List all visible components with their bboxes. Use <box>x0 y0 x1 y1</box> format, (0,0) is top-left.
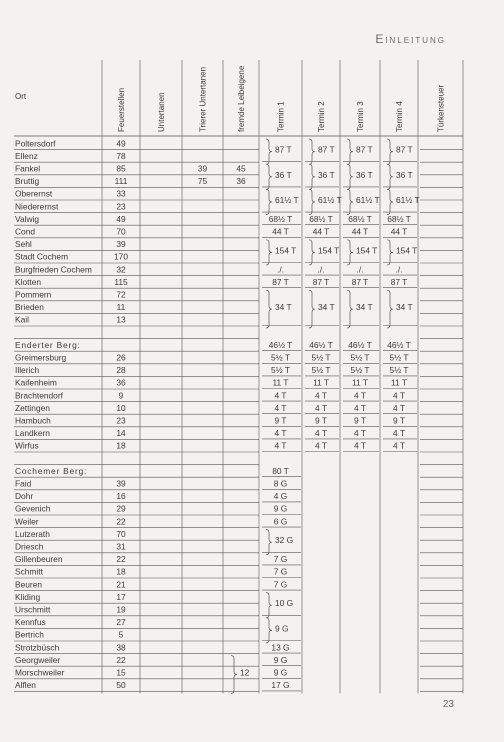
place-name: Kennfus <box>15 617 46 628</box>
header-ort: Ort <box>15 92 27 101</box>
place-name: Pommern <box>15 289 52 300</box>
termin-value: 4 T <box>354 390 366 401</box>
termin-value: 9 G <box>273 503 288 514</box>
feuerstellen-value: 23 <box>116 201 126 212</box>
brace-mark <box>387 189 393 214</box>
feuerstellen-value: 18 <box>116 440 126 451</box>
brace-mark <box>266 189 272 214</box>
place-name: Gillenbeuren <box>15 554 63 565</box>
termin-value: 5½ T <box>311 365 331 376</box>
section-heading: Cochemer Berg: <box>15 465 88 476</box>
termin-value: 87 T <box>318 144 335 155</box>
termin-value: 46½ T <box>309 339 333 350</box>
header-fremde-leibeigene: fremde Leibeigene <box>237 65 246 132</box>
place-name: Brieden <box>15 302 44 313</box>
place-name: Georgweiler <box>15 654 61 665</box>
place-name: Oberernst <box>15 188 53 199</box>
header-termin-4: Termin 4 <box>395 101 404 132</box>
header-untertanen: Untertanen <box>157 92 166 132</box>
brace-mark <box>387 240 393 265</box>
termin-value: 4 T <box>315 402 327 413</box>
feuerstellen-value: 5 <box>118 629 124 640</box>
feuerstellen-value: 72 <box>116 289 126 300</box>
termin-value: ./. <box>277 264 284 275</box>
feuerstellen-value: 38 <box>116 642 126 653</box>
termin-value: 87 T <box>390 276 408 287</box>
brace-mark <box>347 290 353 328</box>
header-termin-3: Termin 3 <box>356 101 365 132</box>
place-name: Alflen <box>15 680 36 691</box>
trierer-untertanen-value: 39 <box>197 163 208 174</box>
place-name: Kaifenheim <box>15 377 57 388</box>
termin-value: 4 T <box>354 402 366 413</box>
feuerstellen-value: 14 <box>116 428 126 439</box>
brace-mark <box>266 139 272 164</box>
brace-mark <box>387 164 393 189</box>
termin-value: 11 T <box>391 377 407 388</box>
termin-value: 4 T <box>315 440 327 451</box>
termin-value: 4 T <box>354 428 366 439</box>
place-name: Strotzbüsch <box>15 642 60 653</box>
brace-mark <box>387 139 393 164</box>
feuerstellen-value: 22 <box>116 654 126 665</box>
feuerstellen-value: 50 <box>116 680 126 691</box>
feuerstellen-value: 15 <box>116 667 126 678</box>
termin-value: 154 T <box>396 245 418 256</box>
termin-value: 61½ T <box>275 195 299 205</box>
termin-value: 68½ T <box>387 213 411 224</box>
feuerstellen-value: 26 <box>116 352 126 363</box>
brace-mark <box>347 189 353 214</box>
feuerstellen-value: 111 <box>114 176 128 187</box>
feuerstellen-value: 17 <box>116 591 126 602</box>
feuerstellen-value: 49 <box>116 138 126 149</box>
termin-value: 154 T <box>356 245 378 256</box>
feuerstellen-value: 36 <box>116 377 126 388</box>
feuerstellen-value: 33 <box>116 188 126 199</box>
feuerstellen-value: 49 <box>116 213 126 224</box>
place-name: Sehl <box>15 239 32 250</box>
feuerstellen-value: 11 <box>116 302 126 313</box>
termin-value: 17 G <box>271 680 290 691</box>
termin-value: 68½ T <box>309 213 333 224</box>
termin-value: 7 G <box>273 579 288 590</box>
brace-mark <box>309 240 315 265</box>
termin-value: 36 T <box>275 169 292 180</box>
termin-value: 80 T <box>272 465 289 476</box>
fremde-leibeigene-value: 36 <box>236 176 246 187</box>
termin-value: 5½ T <box>311 352 331 363</box>
termin-value: 46½ T <box>387 339 411 350</box>
header-termin-1: Termin 1 <box>276 101 286 132</box>
termin-value: 68½ T <box>348 213 372 224</box>
place-name: Wirfus <box>15 440 39 451</box>
header-trierer-untertanen: Trierer Untertanen <box>198 66 208 132</box>
header-tuerkensteuer: Türkensteuer <box>436 84 446 132</box>
place-name: Bertrich <box>15 629 44 640</box>
brace-mark <box>309 290 315 328</box>
feuerstellen-value: 23 <box>116 415 126 426</box>
termin-value: 8 G <box>273 478 288 489</box>
termin-value: 36 T <box>318 169 335 180</box>
brace-mark <box>266 240 272 265</box>
place-name: Kail <box>15 314 29 325</box>
termin-value: 5½ T <box>350 352 370 363</box>
feuerstellen-value: 39 <box>116 478 126 489</box>
feuerstellen-value: 16 <box>116 491 126 502</box>
place-name: Kliding <box>15 591 41 602</box>
feuerstellen-value: 32 <box>116 264 126 275</box>
place-name: Morschweiler <box>15 667 65 678</box>
termin-value: 61½ T <box>356 195 380 205</box>
termin-value: 154 T <box>318 245 340 256</box>
termin-value: 9 G <box>273 667 288 678</box>
feuerstellen-value: 70 <box>116 226 126 237</box>
place-name: Klotten <box>15 276 42 287</box>
termin-value: 5½ T <box>389 352 409 363</box>
termin-value: ./. <box>356 264 364 275</box>
place-name: Ellenz <box>15 150 38 161</box>
termin-value: 44 T <box>390 226 408 237</box>
place-name: Lutzerath <box>15 528 50 539</box>
termin-value: 61½ T <box>396 195 420 205</box>
termin-value: 9 T <box>354 415 366 426</box>
termin-value: 44 T <box>312 226 330 237</box>
feuerstellen-value: 170 <box>114 251 128 262</box>
trierer-untertanen-value: 75 <box>197 176 208 187</box>
termin-value: 9 T <box>315 415 327 426</box>
feuerstellen-value: 22 <box>116 554 126 565</box>
chapter-title: Einleitung <box>375 32 446 46</box>
place-name: Landkern <box>15 428 50 439</box>
termin-value: 13 G <box>271 642 290 653</box>
termin-value: 36 T <box>356 169 373 180</box>
termin-value: 34 T <box>356 302 373 313</box>
termin-value: 46½ T <box>268 339 293 350</box>
termin-value: 61½ T <box>318 195 342 205</box>
feuerstellen-value: 78 <box>116 150 126 161</box>
termin-value: 9 T <box>274 415 287 426</box>
feuerstellen-value: 27 <box>116 617 126 628</box>
termin-value: 4 T <box>315 390 327 401</box>
termin-value: 4 T <box>393 402 405 413</box>
brace-mark <box>347 139 353 164</box>
place-name: Fankel <box>15 163 41 174</box>
place-name: Greimersburg <box>15 352 67 363</box>
termin-value: 5½ T <box>271 352 290 363</box>
termin-value: 9 T <box>393 415 405 426</box>
feuerstellen-value: 29 <box>116 503 126 514</box>
termin-value: 87 T <box>272 276 289 287</box>
feuerstellen-value: 19 <box>116 604 126 615</box>
place-name: Zettingen <box>15 402 50 413</box>
place-name: Hambuch <box>15 415 51 426</box>
feuerstellen-value: 9 <box>118 390 124 401</box>
brace-mark <box>309 139 315 164</box>
termin-value: 34 T <box>396 302 413 313</box>
place-name: Faid <box>15 478 32 489</box>
feuerstellen-value: 21 <box>116 579 126 590</box>
brace-mark <box>266 290 272 328</box>
termin-value: 4 T <box>354 440 366 451</box>
termin-value: 34 T <box>275 302 292 313</box>
termin-value: 7 G <box>273 566 288 577</box>
termin-value: 7 G <box>273 554 288 565</box>
feuerstellen-value: 28 <box>116 365 126 376</box>
termin-value: 4 T <box>274 402 287 413</box>
place-name: Brachtendorf <box>15 390 63 401</box>
place-name: Schmitt <box>15 566 43 577</box>
place-name: Poltersdorf <box>15 138 56 149</box>
place-name: Niederernst <box>15 201 59 212</box>
termin-value: 87 T <box>396 144 413 155</box>
place-name: Valwig <box>15 213 40 224</box>
place-name: Weiler <box>15 516 39 527</box>
brace-mark <box>347 240 353 265</box>
termin-value: ./. <box>395 264 403 275</box>
place-name: Bruttig <box>15 176 40 187</box>
section-heading: Enderter Berg: <box>15 339 81 350</box>
termin-value: 44 T <box>272 226 289 237</box>
termin-value: 11 T <box>272 377 289 388</box>
feuerstellen-value: 22 <box>116 516 126 527</box>
page-number: 23 <box>442 699 454 710</box>
header-termin-2: Termin 2 <box>317 101 326 132</box>
termin-value: 5½ T <box>271 365 290 376</box>
feuerstellen-value: 13 <box>116 314 126 325</box>
termin-value: 6 G <box>273 516 288 527</box>
brace-mark <box>387 290 393 328</box>
termin-value: 87 T <box>356 144 373 155</box>
place-name: Burgfrieden Cochem <box>15 264 92 275</box>
brace-mark <box>309 164 315 189</box>
termin-value: 4 T <box>393 390 405 401</box>
termin-value: 10 G <box>275 598 294 609</box>
termin-value: 36 T <box>396 169 413 180</box>
termin-value: 9 G <box>273 654 288 665</box>
feuerstellen-value: 39 <box>116 239 126 250</box>
feuerstellen-value: 31 <box>116 541 126 552</box>
termin-value: 87 T <box>275 144 292 155</box>
termin-value: 44 T <box>351 226 369 237</box>
termin-value: 34 T <box>318 302 335 313</box>
place-name: Urschmitt <box>15 604 51 615</box>
termin-value: 11 T <box>313 377 329 388</box>
brace-mark <box>266 164 272 189</box>
termin-value: 11 T <box>352 377 368 388</box>
termin-value: 46½ T <box>348 339 372 350</box>
feuerstellen-value: 18 <box>116 566 126 577</box>
place-name: Cond <box>15 226 36 237</box>
brace-mark <box>309 189 315 214</box>
termin-value: 32 G <box>275 535 294 546</box>
termin-value: 9 G <box>275 623 289 634</box>
brace-mark <box>266 593 272 618</box>
feuerstellen-value: 115 <box>114 276 128 287</box>
place-name: Gevenich <box>15 503 51 514</box>
termin-value: 4 T <box>274 390 287 401</box>
termin-value: 4 T <box>315 428 327 439</box>
termin-value: 68½ T <box>268 213 293 224</box>
place-name: Dohr <box>15 491 34 502</box>
termin-value: 4 T <box>274 440 287 451</box>
termin-value: 4 G <box>273 491 288 502</box>
termin-value: 154 T <box>275 245 297 256</box>
place-name: Stadt Cochem <box>15 251 69 262</box>
termin-value: 4 T <box>393 428 405 439</box>
feuerstellen-value: 10 <box>116 402 126 413</box>
place-name: Illerich <box>15 365 40 376</box>
termin-value: 4 T <box>393 440 405 451</box>
place-name: Beuren <box>15 579 43 590</box>
feuerstellen-value: 85 <box>116 163 126 174</box>
fremde-leibeigene-value: 45 <box>236 163 246 174</box>
termin-value: 87 T <box>351 276 369 287</box>
termin-value: 5½ T <box>389 365 409 376</box>
extra-value: 12 <box>240 667 250 678</box>
brace-mark <box>266 530 272 555</box>
termin-value: ./. <box>317 264 325 275</box>
termin-value: 87 T <box>312 276 330 287</box>
brace-mark <box>266 618 272 643</box>
termin-value: 5½ T <box>350 365 370 376</box>
header-feuerstellen: Feuerstellen <box>117 87 126 132</box>
termin-value: 4 T <box>274 428 287 439</box>
place-name: Driesch <box>15 541 44 552</box>
brace-mark <box>231 656 237 694</box>
feuerstellen-value: 70 <box>116 528 126 539</box>
brace-mark <box>347 164 353 189</box>
